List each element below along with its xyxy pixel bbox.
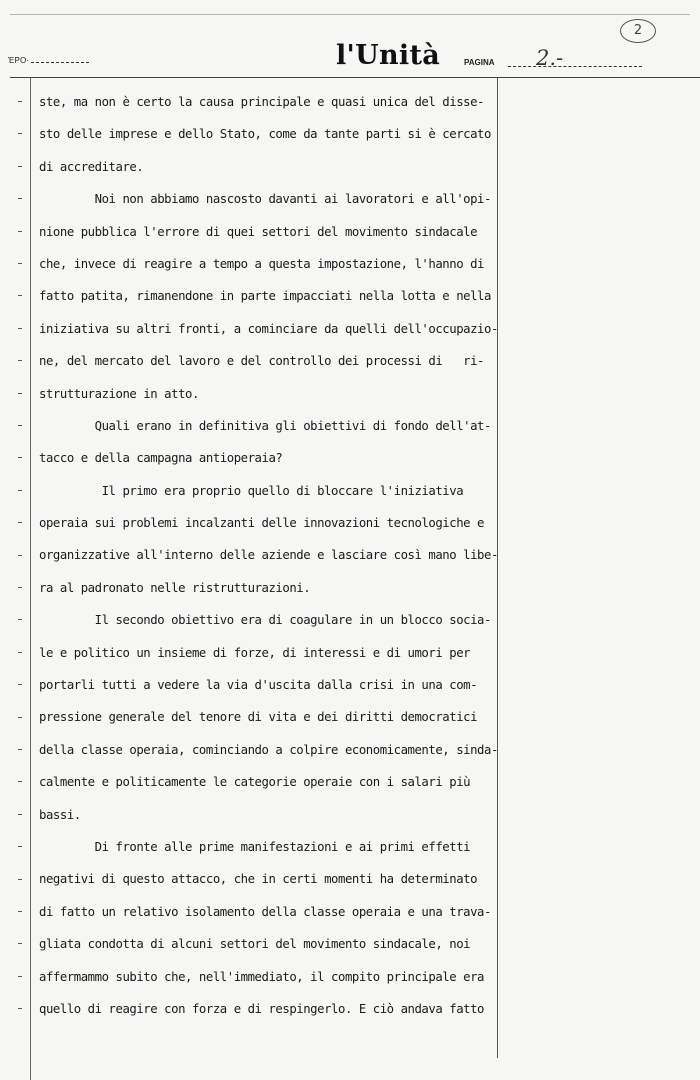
line-tick: [18, 457, 22, 458]
line-tick: [18, 814, 22, 815]
line-tick: [18, 976, 22, 977]
line-tick: [18, 587, 22, 588]
text-line: ra al padronato nelle ristrutturazioni.: [39, 580, 311, 595]
text-line: ste, ma non è certo la causa principale e quasi unica del disse-: [39, 95, 485, 109]
line-tick: [18, 555, 22, 556]
text-line: ne, del mercato del lavoro e del controllo dei processi di ri-: [39, 354, 485, 369]
header-left-label: ΈΡΟ·: [8, 56, 30, 65]
line-tick: [18, 490, 22, 491]
line-tick: [18, 717, 22, 718]
text-line: della classe operaia, cominciando a colpire economicamente, sinda-: [39, 742, 498, 757]
line-tick: [18, 619, 22, 620]
left-margin-line: [30, 78, 31, 1080]
masthead: l'Unità: [336, 40, 441, 71]
text-line: calmente e politicamente le categorie operaie con i salari più: [39, 775, 471, 790]
page-number: 2.-: [536, 46, 564, 70]
line-tick: [18, 846, 22, 847]
text-line: di accreditare.: [39, 159, 144, 174]
text-line: portarli tutti a vedere la via d'uscita dalla crisi in una com-: [39, 678, 478, 693]
text-line: bassi.: [39, 807, 81, 822]
page-label: PAGINA: [464, 58, 495, 67]
text-line: Noi non abbiamo nascosto davanti ai lavoratori e all'opi-: [39, 192, 491, 207]
body-text: [39, 86, 509, 1025]
line-tick: [18, 943, 22, 944]
line-tick: [18, 749, 22, 750]
text-line: nione pubblica l'errore di quei settori del movimento sindacale: [39, 224, 478, 239]
line-tick: [18, 1008, 22, 1009]
text-line: di fatto un relativo isolamento della classe operaia e una trava-: [39, 904, 491, 919]
text-line: che, invece di reagire a tempo a questa impostazione, l'hanno di: [39, 256, 485, 271]
line-tick: [18, 101, 22, 102]
header-left-blank: [31, 62, 89, 63]
text-line: tacco e della campagna antioperaia?: [39, 451, 283, 466]
header-top-rule: [10, 14, 690, 15]
text-line: Il secondo obiettivo era di coagulare in un blocco socia-: [39, 613, 491, 628]
line-tick: [18, 295, 22, 296]
line-tick: [18, 684, 22, 685]
line-tick: [18, 263, 22, 264]
line-tick: [18, 911, 22, 912]
text-line: gliata condotta di alcuni settori del movimento sindacale, noi: [39, 937, 471, 952]
text-line: strutturazione in atto.: [39, 386, 199, 401]
text-line: fatto patita, rimanendone in parte impacciati nella lotta e nella: [39, 289, 491, 304]
line-tick: [18, 781, 22, 782]
line-tick: [18, 198, 22, 199]
line-tick: [18, 133, 22, 134]
page-number-blank: [508, 66, 642, 67]
text-line: affermammo subito che, nell'immediato, il compito principale era: [39, 969, 485, 984]
text-line: Il primo era proprio quello di bloccare l'iniziativa: [39, 483, 464, 498]
circled-page-number: 2: [620, 19, 656, 43]
text-line: quello di reagire con forza e di respingerlo. E ciò andava fatto: [39, 1001, 485, 1016]
text-line: Quali erano in definitiva gli obiettivi di fondo dell'at-: [39, 418, 491, 433]
text-line: organizzative all'interno delle aziende e lasciare così mano libe-: [39, 548, 498, 563]
text-line: pressione generale del tenore di vita e dei diritti democratici: [39, 710, 478, 725]
text-line: operaia sui problemi incalzanti delle innovazioni tecnologiche e: [39, 516, 485, 531]
line-tick: [18, 166, 22, 167]
line-tick: [18, 652, 22, 653]
line-tick: [18, 879, 22, 880]
text-line: iniziativa su altri fronti, a cominciare da quelli dell'occupazio-: [39, 321, 498, 336]
line-tick: [18, 522, 22, 523]
text-line: sto delle imprese e dello Stato, come da tante parti si è cercato: [39, 127, 491, 142]
header-left-field: [8, 56, 89, 65]
line-tick: [18, 360, 22, 361]
line-tick: [18, 393, 22, 394]
text-line: le e politico un insieme di forze, di interessi e di umori per: [39, 645, 471, 660]
text-line: negativi di questo attacco, che in certi momenti ha determinato: [39, 872, 478, 887]
line-tick: [18, 231, 22, 232]
header-bottom-rule: [10, 77, 700, 78]
line-tick: [18, 425, 22, 426]
text-line: Di fronte alle prime manifestazioni e ai primi effetti: [39, 839, 471, 854]
line-tick: [18, 328, 22, 329]
